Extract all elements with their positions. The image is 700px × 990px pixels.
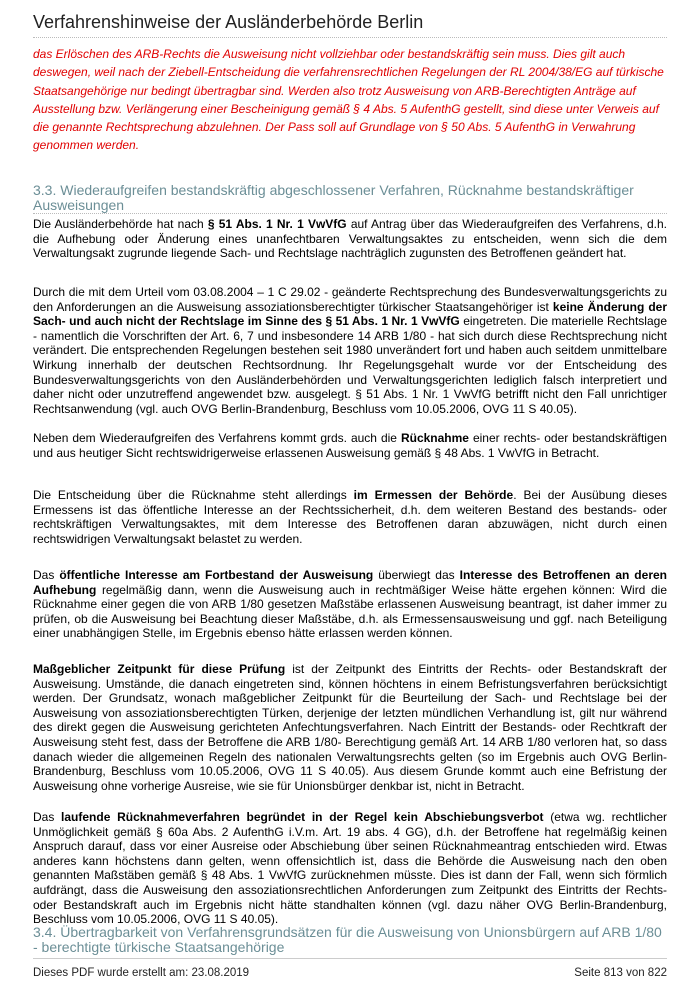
bold-run: öffentliche Interesse am Fortbestand der Ausweisung	[59, 568, 374, 582]
footer-page-number: Seite 813 von 822	[574, 967, 667, 979]
paragraph-4	[33, 488, 667, 546]
bold-run: Interesse des Betroffenen an deren Aufhebung	[33, 568, 667, 597]
bold-run: keine Änderung der Sach- und auch nicht der Rechtslage im Sinne des § 51 Abs. 1 Nr. 1 VwVfG	[33, 299, 668, 329]
paragraph-2	[33, 285, 667, 416]
text-run: überwiegt das	[373, 568, 460, 582]
text-run: Die Entscheidung über die Rücknahme steht allerdings	[33, 488, 354, 502]
text-run: Durch die mit dem Urteil vom 03.08.2004 – 1 C 29.02 - geänderte Rechtsprechung des Bundesverwaltungsgerichts zu den Anforderungen an die Ausweisung assoziationsberechtigter türkischer Staatsangehöriger ist	[33, 285, 667, 314]
text-run: auf Antrag über das Wiederaufgreifen des Verfahrens, d.h. die Aufhebung oder Änderung eines unanfechtbaren Verwaltungsaktes zu entscheiden, wenn sich die dem Verwaltungsakt zugrunde liegende Sach- und Rechtslage nachträglich zugunsten des Betroffenen geändert hat.	[33, 217, 667, 261]
section-divider	[33, 213, 667, 214]
bold-run: im Ermessen der Behörde	[353, 488, 514, 502]
footer	[33, 967, 667, 979]
section-heading-3-4: 3.4. Übertragbarkeit von Verfahrensgrundsätzen für die Ausweisung von Unionsbürgern auf ARB 1/80 - berechtigte türkische Staatsangehörige	[33, 924, 662, 955]
document-page	[33, 0, 667, 990]
text-run: einer rechts- oder bestandskräftigen und aus heutiger Sicht rechtswidrigerweise erlassenen Ausweisung gemäß § 48 Abs. 1 VwVfG in Betracht.	[33, 431, 667, 460]
text-run: regelmäßig dann, wenn die Ausweisung auch in rechtmäßiger Weise hätte ergehen können: Wird die Rücknahme einer gegen die von ARB 1/80 gesetzen Maßstäbe erlassenen Ausweisung beantragt, ist daher immer zu prüfen, ob die Ausweisung bei Beachtung dieser Maßstäbe, d.h. als Ermessensausweisung und ggf. nach Beteiligung einer unabhängigen Stelle, im Ergebnis ebenso hätte erlassen werden können.	[33, 582, 667, 641]
paragraph-3	[33, 431, 667, 460]
text-run: eingetreten. Die materielle Rechtslage - namentlich die Vorschriften der Art. 6, 7 und insbesondere 14 ARB 1/80 - hat sich durch diese Rechtsprechung nicht verändert. Die entsprechenden Regelungen bestehen seit 1980 unverändert fort und haben auch seitdem unmittelbare Wirkung innerhalb der deutschen Rechtsordnung. Ihr Regelungsgehalt wurde vor der Entscheidung des Bundesverwaltungsgerichts von den Ausländerbehörden und Verwaltungsgerichten lediglich falsch interpretiert und daher nicht oder unzutreffend angewendet bzw. ausgelegt. § 51 Abs. 1 Nr. 1 VwVfG betrifft nicht den Fall unrichtiger Rechtsanwendung (vgl. auch OVG Berlin-Brandenburg, Beschluss vom 10.05.2006, OVG 11 S 40.05).	[33, 314, 667, 416]
header-divider	[33, 37, 667, 38]
text-run: (etwa wg. rechtlicher Unmöglichkeit gemäß § 60a Abs. 2 AufenthG i.V.m. Art. 19 abs. 4 GG), d.h. der Betroffene hat regelmäßig keinen Anspruch darauf, dass vor einer Ausreise oder Abschiebung über seinen Rücknahmeantrag entschieden wird. Etwas anderes kann höchstens dann gelten, wenn offensichtlich ist, dass die Behörde die Ausweisung nach den oben genannten Maßstäben gemäß § 48 Abs. 1 VwVfG zurücknehmen müsste. Dies ist dann der Fall, wenn sich förmlich aufdrängt, dass die Ausweisung den assoziationsrechtlichen Anforderungen zum Zeitpunkt des Eintritts der Rechts- oder Bestandskraft auch im Ergebnis nicht hätte standhalten können (vgl. dazu näher OVG Berlin-Brandenburg, Beschluss vom 10.05.2006, OVG 11 S 40.05).	[33, 810, 667, 927]
bold-run: Maßgeblicher Zeitpunkt für diese Prüfung	[33, 662, 286, 676]
paragraph-6	[33, 662, 667, 793]
footer-divider	[33, 958, 667, 959]
text-run: Neben dem Wiederaufgreifen des Verfahrens kommt grds. auch die	[33, 431, 401, 445]
red-note-paragraph: das Erlöschen des ARB-Rechts die Ausweisung nicht vollziehbar oder bestandskräftig sein muss. Dies gilt auch deswegen, weil nach der Ziebell-Entscheidung die verfahrensrechtlichen Regelungen der RL 2004/38/EG auf türkische Staatsangehörige nur bedingt übertragbar sind. Werden also trotz Ausweisung von ARB-Berechtigten Anträge auf Ausstellung bzw. Verlängerung einer Bescheinigung gemäß § 4 Abs. 5 AufenthG gestellt, sind diese unter Verweis auf die genannte Rechtsprechung abzulehnen. Der Pass soll auf Grundlage von § 50 Abs. 5 AufenthG in Verwahrung genommen werden.	[33, 47, 664, 153]
paragraph-5	[33, 568, 667, 641]
text-run: Das	[33, 568, 60, 582]
header-title: Verfahrenshinweise der Ausländerbehörde Berlin	[33, 12, 424, 32]
paragraph-1	[33, 217, 667, 261]
bold-run: laufende Rücknahmeverfahren begründet in der Regel kein Abschiebungsverbot	[61, 810, 544, 824]
footer-created-date: Dieses PDF wurde erstellt am: 23.08.2019	[33, 967, 250, 979]
section-heading-3-3: 3.3. Wiederaufgreifen bestandskräftig abgeschlossener Verfahren, Rücknahme bestandskräftiger Ausweisungen	[33, 182, 634, 213]
bold-run: Rücknahme	[400, 431, 469, 445]
text-run: . Bei der Ausübung dieses Ermessens ist das öffentliche Interesse an der Rechtssicherheit, d.h. dem weiteren Bestand des bestands- oder rechtskräftigen Verwaltungsaktes, mit dem Interesse des Betroffenen daran abzuwägen, nicht durch einen rechtswidrigen Verwaltungsakt belastet zu werden.	[33, 488, 667, 546]
paragraph-7	[33, 810, 667, 927]
text-run: ist der Zeitpunkt des Eintritts der Rechts- oder Bestandskraft der Ausweisung. Umstände, die danach eingetreten sind, können höchtens in einem Befristungsverfahren berücksichtigt werden. Der Grundsatz, wonach maßgeblicher Zeitpunkt für die Beurteilung der Sach- und Rechtslage bei der Ausweisung von assoziationsberechtigten Türken, derjenige der letzten mündlichen Verhandlung ist, gilt nur während des direkt gegen die Ausweisung gerichteten Anfechtungsverfahren. Nach Eintritt der Bestands- oder Rechtkraft der Ausweisung steht fest, dass der Betroffene die ARB 1/80- Berechtigung gemäß Art. 14 ARB 1/80 verloren hat, so dass danach wieder die allgemeinen Regeln des nationalen Verwaltungsrechts gelten (so im Ergebnis auch OVG Berlin-Brandenburg, Beschluss vom 10.05.2006, OVG 11 S 40.05). Aus diesem Grunde kommt auch eine Befristung der Ausweisung ohne vorherige Ausreise, wie sie für Unionsbürger denkbar ist, nicht in Betracht.	[33, 662, 667, 793]
text-run: Das	[33, 810, 62, 824]
text-run: Die Ausländerbehörde hat nach	[33, 217, 208, 231]
bold-run: § 51 Abs. 1 Nr. 1 VwVfG	[207, 217, 347, 231]
